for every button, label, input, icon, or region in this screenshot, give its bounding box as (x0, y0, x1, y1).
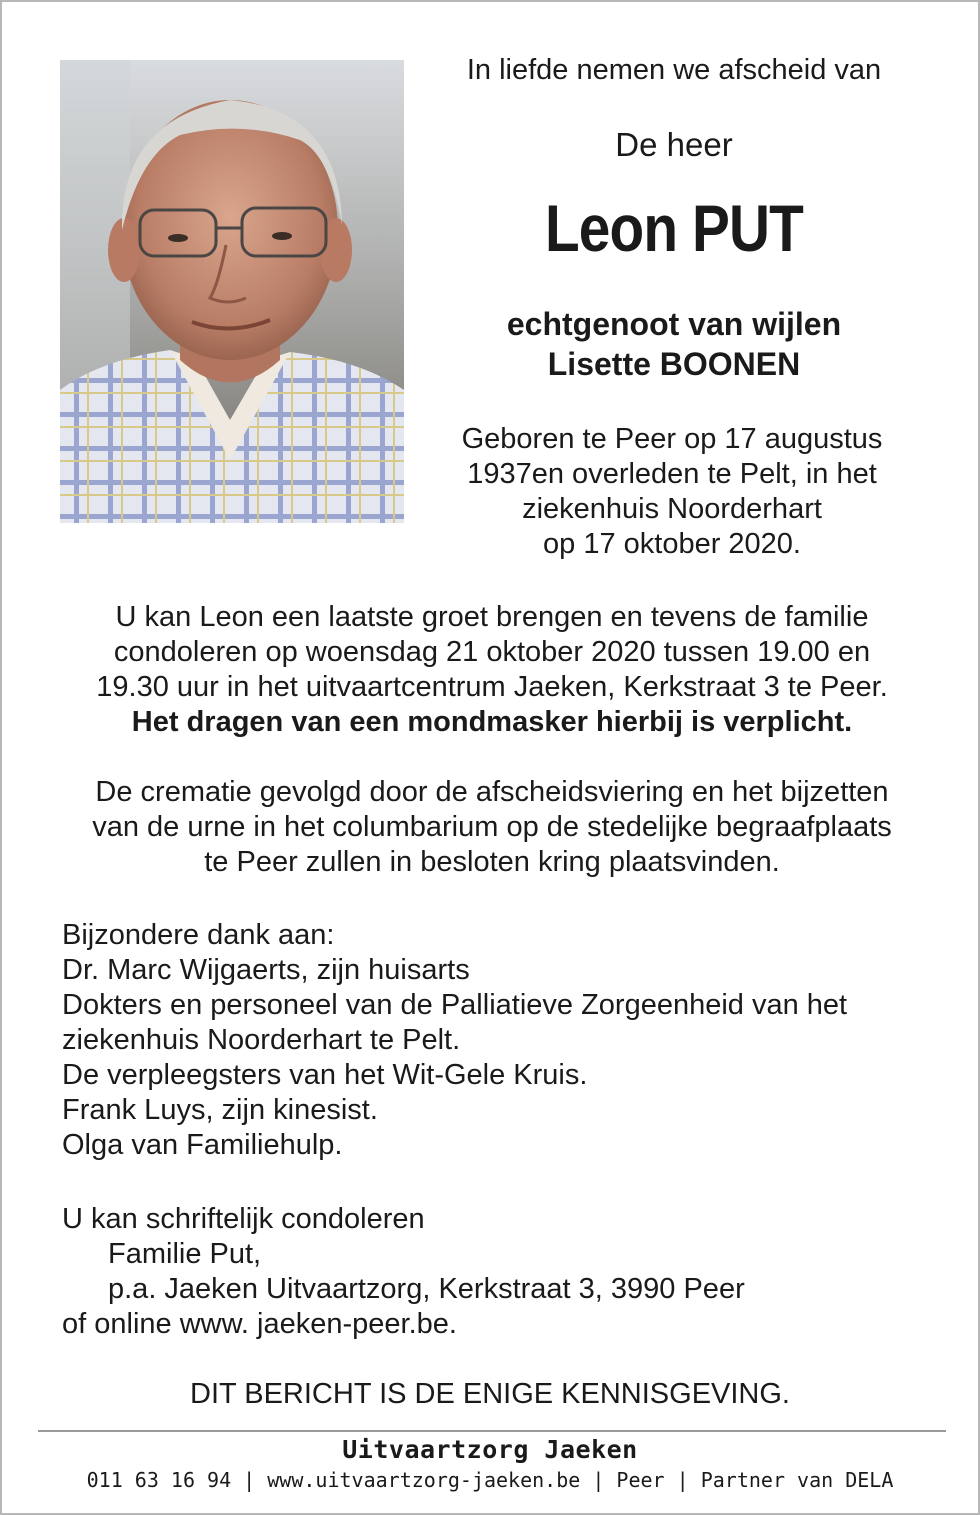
thanks-line: Dr. Marc Wijgaerts, zijn huisarts (62, 954, 470, 986)
cremation-info (42, 775, 942, 880)
visit-line: U kan Leon een laatste groet brengen en tevens de familie (115, 601, 869, 633)
condolence-online: of online www. jaeken-peer.be. (62, 1308, 457, 1340)
thanks-line: Dokters en personeel van de Palliatieve Zorgeenheid van het (62, 989, 848, 1021)
thanks-section (62, 918, 942, 1163)
condolence-line: U kan schriftelijk condoleren (62, 1203, 425, 1235)
funeral-home-name: Uitvaartzorg Jaeken (342, 1435, 638, 1464)
deceased-name: Leon PUT (545, 191, 803, 265)
footer-divider (38, 1430, 946, 1432)
honorific: De heer (615, 126, 733, 163)
mask-notice: Het dragen van een mondmasker hierbij is verplicht. (131, 706, 853, 738)
condolence-section (62, 1202, 942, 1342)
visitation-info (42, 600, 942, 740)
condolence-address: p.a. Jaeken Uitvaartzorg, Kerkstraat 3, 3990 Peer (108, 1273, 745, 1305)
born-line: ziekenhuis Noorderhart (522, 493, 822, 525)
visit-line: 19.30 uur in het uitvaartcentrum Jaeken, Kerkstraat 3 te Peer. (96, 671, 888, 703)
funeral-home-contact: 011 63 16 94 | www.uitvaartzorg-jaeken.be | Peer | Partner van DELA (86, 1468, 894, 1492)
cremation-line: te Peer zullen in besloten kring plaatsvinden. (204, 846, 780, 878)
born-line: op 17 oktober 2020. (543, 528, 801, 560)
thanks-line: De verpleegsters van het Wit-Gele Kruis. (62, 1059, 588, 1091)
spouse-name: Lisette BOONEN (547, 346, 801, 382)
thanks-line: Frank Luys, zijn kinesist. (62, 1094, 378, 1126)
born-line: 1937en overleden te Pelt, in het (467, 458, 877, 490)
birth-death-info (422, 422, 922, 562)
thanks-line: Bijzondere dank aan: (62, 919, 335, 951)
intro-text: In liefde nemen we afscheid van (466, 54, 882, 86)
condolence-family: Familie Put, (108, 1238, 262, 1270)
visit-line: condoleren op woensdag 21 oktober 2020 tussen 19.00 en (113, 636, 871, 668)
thanks-line: ziekenhuis Noorderhart te Pelt. (62, 1024, 461, 1056)
born-line: Geboren te Peer op 17 augustus (461, 423, 883, 455)
portrait-photo (60, 60, 404, 523)
portrait-image (60, 60, 404, 523)
cremation-line: De crematie gevolgd door de afscheidsviering en het bijzetten (95, 776, 889, 808)
thanks-line: Olga van Familiehulp. (62, 1129, 343, 1161)
spouse-line: echtgenoot van wijlen (506, 306, 842, 342)
sole-notice: DIT BERICHT IS DE ENIGE KENNISGEVING. (190, 1378, 790, 1410)
cremation-line: van de urne in het columbarium op de stedelijke begraafplaats (92, 811, 892, 843)
spouse-info (414, 304, 934, 384)
